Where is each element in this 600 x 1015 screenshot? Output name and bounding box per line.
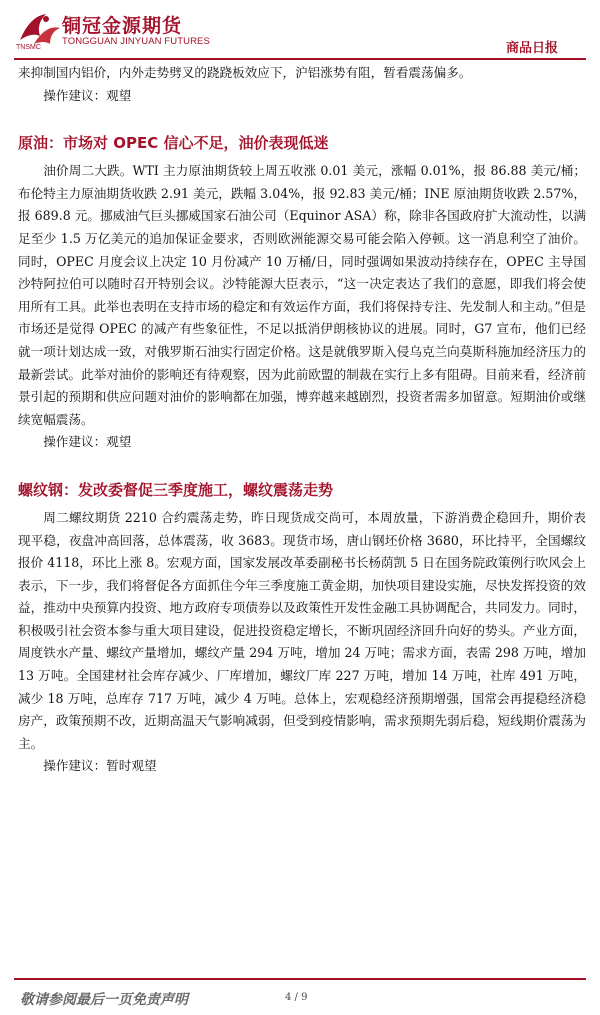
- crude-oil-section-title: 原油：市场对 OPEC 信心不足，油价表现低迷: [18, 134, 329, 153]
- company-name-en: TONGGUAN JINYUAN FUTURES: [62, 36, 210, 47]
- rebar-advice: 操作建议：暂时观望: [43, 758, 157, 774]
- disclaimer-note: 敬请参阅最后一页免责声明: [20, 992, 188, 1008]
- header-divider: [14, 58, 586, 60]
- report-type: 商品日报: [505, 41, 558, 56]
- crude-oil-advice: 操作建议：观望: [43, 434, 132, 450]
- intro-advice: 操作建议：观望: [43, 87, 132, 103]
- logo-abbreviation: TNSMC: [16, 44, 41, 51]
- company-name-cn: 铜冠金源期货: [62, 15, 183, 37]
- report-body: [18, 62, 586, 778]
- footer-divider: [14, 978, 586, 980]
- crude-oil-paragraph: 油价周二大跌。WTI 主力原油期货较上周五收涨 0.01 美元，涨幅 0.01%，报 86.88 美元/桶；布伦特主力原油期货收跌 2.91 美元，跌幅 3.04%，报 92.83 美元/桶；INE 原油期货收跌 2.57%，报 689.8 元。挪威油气巨头挪威国家石油公司（Equinor ASA）称，除非各国政府扩大流动性，以满足至少 1.5 万亿美元的追加保证金要求，否则欧洲能源交易可能会陷入停顿。这一消息利空了油价。同时，OPEC 月度会议上决定 10 月份减产 10 万桶/日，同时强调如果波动持续存在，OPEC 主导国沙特阿拉伯可以随时召开特别会议。沙特能源大臣表示，“这一决定表达了我们的意愿，即我们将会使用所有工具。此举也表明在支持市场的稳定和有效运作方面，我们将保持专注、先发制人和主动。”但是市场还是觉得 OPEC 的减产有些象征性，不足以抵消伊朗核协议的进展。同时，G7 宣布，他们已经就一项计划达成一致，对俄罗斯石油实行固定价格。这是就俄罗斯入侵乌克兰向莫斯科施加经济压力的最新尝试。此举对油价的影响还有待观察，因为此前欧盟的制裁在实行上多有阻碍。目前来看，经济前景引起的预期和供应问题对油价的影响都在加强，博弈越来越剧烈，投资者需多加留意。短期油价或继续宽幅震荡。: [18, 163, 586, 427]
- rebar-section-title: 螺纹钢：发改委督促三季度施工，螺纹震荡走势: [18, 480, 334, 499]
- page-header: [0, 0, 600, 58]
- rebar-paragraph: 周二螺纹期货 2210 合约震荡走势，昨日现货成交尚可，本周放量，下游消费企稳回升，期价表现平稳，夜盘冲高回落，总体震荡，收 3683。现货市场，唐山钢坯价格 3680，环比持平，全国螺纹报价 4118，环比上涨 8。宏观方面，国家发展改革委副秘书长杨荫凯 5 日在国务院政策例行吹风会上表示，下一步，我们将督促各方面抓住今年三季度施工黄金期，加快项目建设实施，尽快发挥投资的效益，推动中央预算内投资、地方政府专项债券以及政策性开发性金融工具协调配合，共同发力。同时，积极吸引社会资本参与重大项目建设，促进投资稳定增长，不断巩固经济回升向好的势头。产业方面，周度铁水产量、螺纹产量增加，螺纹产量 294 万吨，增加 24 万吨；需求方面，表需 298 万吨，增加 13 万吨。全国建材社会库存减少、厂库增加，螺纹厂库 227 万吨，增加 14 万吨，社库 491 万吨，减少 18 万吨，总库存 717 万吨，减少 4 万吨。总体上，宏观稳经济预期增强，国常会再提稳经济稳房产，政策预期不改，近期高温天气影响减弱，但受到疫情影响，需求预期先弱后稳，短线期价震荡为主。: [18, 509, 586, 751]
- page-number: 4 / 9: [285, 992, 308, 1003]
- intro-paragraph: 来抑制国内铝价，内外走势劈叉的跷跷板效应下，沪铝涨势有阻，暂看震荡偏多。: [18, 65, 472, 80]
